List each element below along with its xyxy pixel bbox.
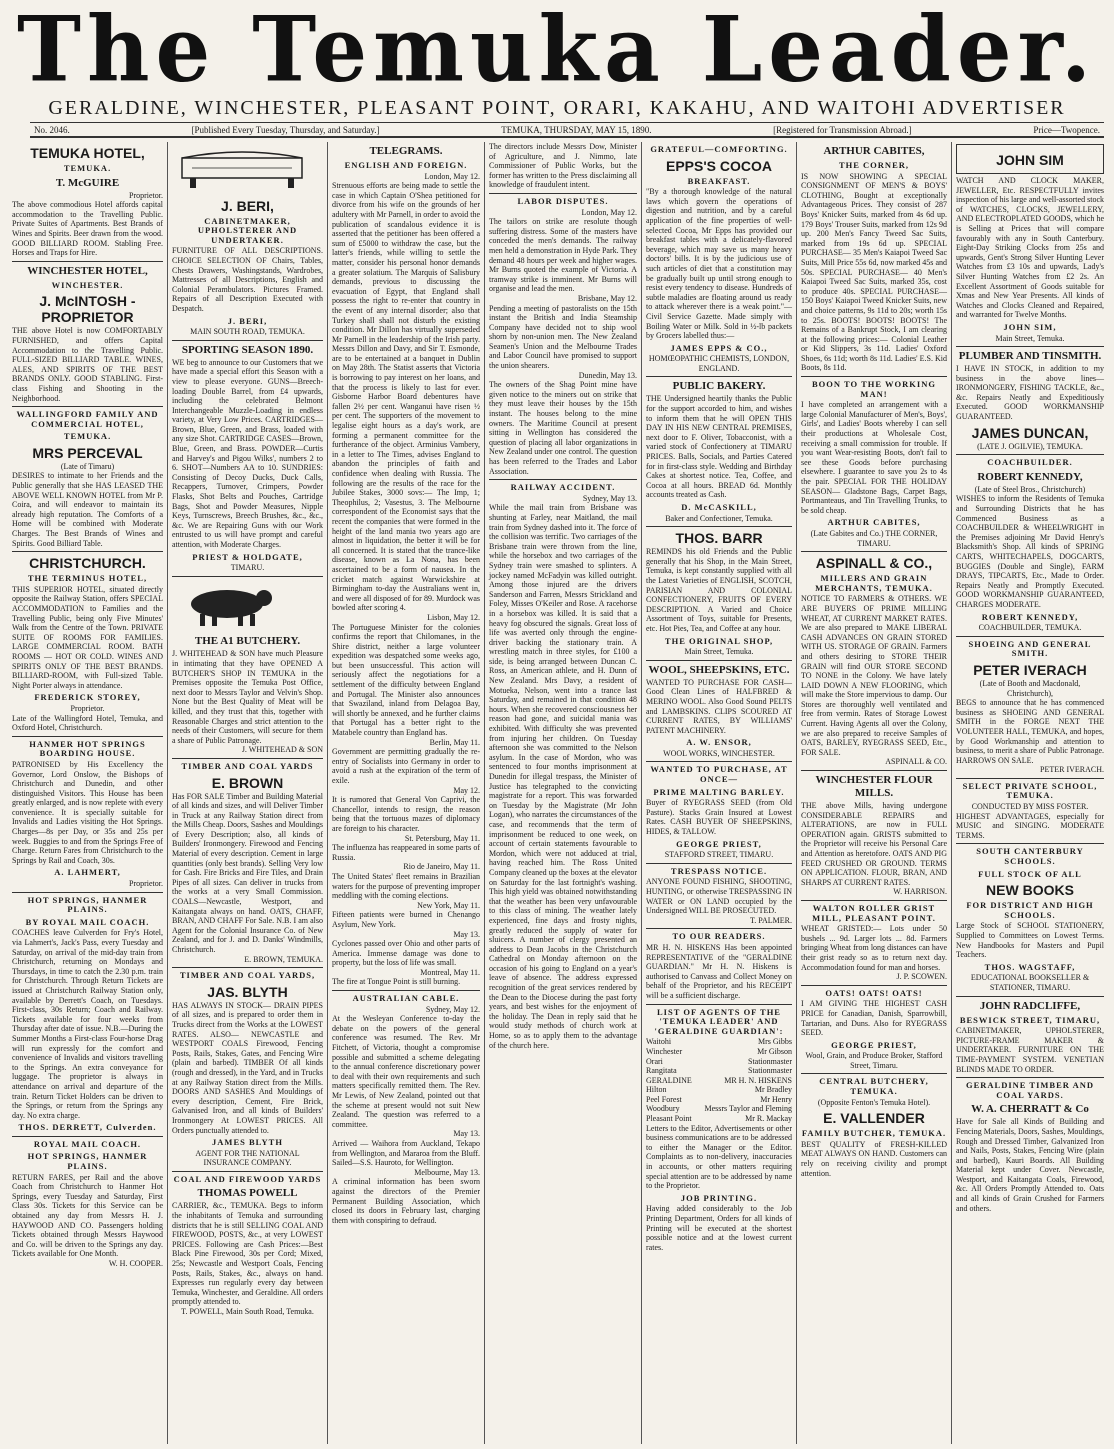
divider bbox=[646, 660, 792, 661]
signature: JOHN SIM, bbox=[1003, 321, 1057, 332]
signature: PRIEST & HOLDGATE, bbox=[192, 551, 303, 562]
merchant-name: E. VALLENDER bbox=[823, 1110, 925, 1127]
notice-body: Having added considerably to the Job Printing Department, Orders for all kinds of Printing will be executed at the shortest possible notice and at the lowest current rates. bbox=[646, 1204, 792, 1252]
heading: TEMUKA HOTEL, bbox=[30, 145, 145, 161]
divider bbox=[801, 1073, 947, 1074]
signature: W. HARRISON. bbox=[893, 887, 947, 897]
news-body: It is rumored that General Von Caprivi, the Chancellor, intends to resign, the reason being that the tortuous mazes of diplomacy are foreign to his character. bbox=[332, 795, 480, 833]
section-heading: AUSTRALIAN CABLE. bbox=[352, 993, 460, 1004]
signature-note: Baker and Confectioner, Temuka. bbox=[665, 513, 773, 523]
ad-body: Has FOR SALE Timber and Building Material of all kinds and sizes, and will Deliver Timber in Truck at any Railway Station direct from the Mills Cheap. Doors, Sashes and Mouldings of Every Description; also, all kinds of Builders' Ironmongery. Firewood and Fencing Material of every description. Cement in large quantities (only best brands). Selling Very low for Cash. Fire Bricks and Fire Tiles, and Drain Pipes of all sizes. Can deliver in trucks from the works at a very Small Commission. COALS—Newcastle, Westport, and Kaitangata always on hand. OATS, CHAFF, BRAN, AND CHAFF For Sale. N.B. I am also Agent for the Colonial Insurance Co. of New Zealand, and for J. and D. Danks' Windmills, Christchurch. bbox=[172, 791, 323, 954]
furniture-illustration bbox=[172, 144, 312, 190]
proprietor-note: (Late of Timaru) bbox=[60, 461, 115, 471]
news-body: Cyclones passed over Ohio and other parts of America. Immense damage was done to property, but the loss of life was small. bbox=[332, 939, 480, 968]
signature: T. PALMER. bbox=[749, 915, 792, 925]
subheading: MILLERS AND GRAIN MERCHANTS, TEMUKA. bbox=[815, 573, 933, 593]
agent-place: Waitohi bbox=[646, 1037, 672, 1047]
heading: HANMER HOT SPRINGS BOARDING HOUSE. bbox=[29, 738, 146, 759]
divider bbox=[801, 376, 947, 377]
dateline: Melbourne, May 13. bbox=[414, 1167, 480, 1177]
ad-body: Late of the Wallingford Hotel, Temuka, and Oxford Hotel, Christchurch. bbox=[12, 713, 163, 733]
heading: JOHN RADCLIFFE, bbox=[979, 999, 1081, 1012]
divider bbox=[801, 985, 947, 986]
signature-note: Main Street, Temuka. bbox=[995, 333, 1065, 343]
section-heading: RAILWAY ACCIDENT. bbox=[510, 482, 616, 493]
agent-name: Mr Bradley bbox=[754, 1085, 792, 1095]
heading: SHOEING AND GENERAL SMITH. bbox=[968, 638, 1092, 659]
proprietor-name: T. McGUIRE bbox=[55, 176, 120, 189]
subheading: BESWICK STREET, TIMARU, bbox=[959, 1014, 1101, 1025]
dateline: May 13. bbox=[453, 1129, 480, 1139]
ad-body: I have completed an arrangement with a large Colonial Manufacturer of Men's, Boys', Girls', and Ladies' Boots whereby I can sell their productions at Wholesale Cost, receiving a small commission for trouble. If you want Wear-resisting Boots, don't fail to see these Goods before purchasing elsewhere. I guarantee to save you 2s to 4s the pair. SPECIAL FOR THE HOLIDAY SEASON— Gladstone Bags, Carpet Bags, Portmanteaus, and Tin Travelling Trunks, to be sold cheap. bbox=[801, 400, 947, 515]
agent-place: Rangitata bbox=[646, 1066, 677, 1076]
ad-body: WATCH AND CLOCK MAKER, JEWELLER, Etc. RESPECTFULLY invites inspection of his large and well-assorted stock of WATCHES, CLOCKS, JEWELLERY, AND ELECTROPLATED GOODS, which he is Selling at Prices that will compare favourably with any in South Canterbury. Eight-Day Striking Clocks from 25s and upwards, Gent's Strong Silver Hunting Lever Watches from £3 10s and upwards, Lady's Silver Hunting Watches from £2 2s. An Excellent Assortment of Goods suitable for Xmas and New Year Presents. All kinds of Watches and Clocks Cleaned and Repaired, and warranted for Twelve Months. bbox=[956, 176, 1104, 320]
heading: WALTON ROLLER GRIST MILL, PLEASANT POINT. bbox=[812, 902, 936, 923]
signature: W. H. COOPER. bbox=[108, 1259, 163, 1268]
signature: JAMES EPPS & CO., bbox=[670, 342, 768, 353]
divider bbox=[646, 863, 792, 864]
merchant-name: E. BROWN bbox=[211, 774, 284, 791]
signature: PETER IVERACH. bbox=[1040, 765, 1104, 775]
divider bbox=[801, 770, 947, 771]
subheading: (Opposite Fenton's Temuka Hotel). bbox=[817, 1097, 931, 1107]
agent-place: Orari bbox=[646, 1056, 663, 1066]
column-6 bbox=[797, 142, 952, 1444]
heading: SPORTING SEASON 1890. bbox=[181, 343, 314, 356]
ad-body: REMINDS his old Friends and the Public generally that his Shop, in the Main Street, Temuka, is kept constantly supplied with all the Latest Varieties of ENGLISH, SCOTCH, PARISIAN AND COLONIAL CONFECTIONERY, FRUITS OF EVERY DESCRIPTION. A Varied and Choice Assortment of Toys, suitable for Presents, etc. Hot Pies, Tea, and Coffee at any hour. bbox=[646, 547, 792, 633]
subheading: FAMILY BUTCHER, TEMUKA. bbox=[801, 1128, 947, 1139]
news-body: Strenuous efforts are being made to settle the case in which Captain O'Shea petitioned for divorce from his wife on the grounds of her adultery with Mr Parnell, in order to avoid the publication of scandalous evidence it is asserted that the petitioner has been offered a sum of £5000 to withdraw the case, but the latter's friends, while willing to settle the matter, consider his personal honor demands a greater solatium. The Marquis of Salisbury demands, previous to discussing the evacuation of Egypt, that England shall possess the right to re-enter that country in the event of any internal disorder; also that Turkey shall shall not disturb the existing condition. Mr Dillon has virtually superseded Mr Parnell in the leadership of the Irish party. Messrs Dillon and Davy, and Sir T. Esmonde, are to be entertained at a banquet in Dublin on May 28th. The Statist asserts that Victoria is borrowing to pay interest on her loans, and that the process is likely to last for ever. Gisborne Harbor Board debentures have fallen 2½ per cent. Wanganui have risen ½ per cent. The supporters of the movement to legalise eight hours as a day's work, are forming a permanent committee for the furtherance of the object. Arminius Vambery, in a letter to The Times, advises England to abandon the principles of faith and confidence when dealing with Russia. The following are the results of the race for the Jubilee Stakes, 3000 sovs:— The Imp, 1; Theophilus, 2; Vasestus, 3. The Melbourne correspondent of the Economist says that the recent the companies that were formed in the height of the land mania two years ago are almost in liquidation, the better it will be for all concerned. It is stated that the trance-like disease, known as La Nona, has been ascertained to be a form of nausea. In the cricket match against Warwickshire at Birmingham to-day the Australians went in, and were all disposed of for 89. Murdock was bowled after scoring 4. bbox=[332, 181, 480, 613]
signature: J. WHITEHEAD & SON bbox=[241, 745, 323, 755]
divider bbox=[489, 479, 637, 480]
column-5 bbox=[642, 142, 797, 1444]
ad-body: FURNITURE OF ALL DESCRIPTIONS. CHOICE SELECTION OF Chairs, Tables, Chests Drawers, Washingstands, Wardrobes, Mattresses of all Descriptions, English and Colonial Perambulators. Pictures Framed. Repairs of all Description Executed with Despatch. bbox=[172, 246, 323, 313]
heading: CENTRAL BUTCHERY, TEMUKA. bbox=[819, 1076, 929, 1097]
divider bbox=[956, 778, 1104, 779]
heading: BOON TO THE WORKING MAN! bbox=[812, 379, 936, 399]
heading: EPPS'S COCOA bbox=[665, 157, 773, 174]
masthead bbox=[0, 0, 1114, 140]
dateline: London, May 12. bbox=[581, 207, 637, 217]
subheading: THE TERMINUS HOTEL, bbox=[27, 573, 148, 584]
heading: WOOL, SHEEPSKINS, ETC. bbox=[648, 663, 790, 676]
list-item bbox=[646, 1095, 792, 1105]
ad-body: HAS ALWAYS IN STOCK— DRAIN PIPES of all sizes, and is prepared to order them in Trucks direct from the Works at the LOWEST RATES. ALSO— NEWCASTLE and WESTPORT COALS Firewood, Fencing Posts, Rails, Stakes, Gates, and Fencing Wire (plain and barbed). TIMBER Of all kinds (rough and dressed), in the Yard, and in Trucks at any Railway Station direct from the Mills. DOORS AND SASHES And Mouldings of every description, Cement, Fire Brick, Galvanised Iron, and all kinds of Builders' Ironmongery At LOWEST PRICES. All Orders punctually attended to. bbox=[172, 1000, 323, 1135]
heading: SELECT PRIVATE SCHOOL, TEMUKA. bbox=[962, 780, 1098, 801]
list-item bbox=[646, 1085, 792, 1095]
ad-body: CARRIER, &c., TEMUKA. Begs to inform the inhabitants of Temuka and surrounding districts that he is still SELLING COAL AND FIREWOOD, POSTS, &c., at very LOWEST PRICES. Following are Cash Prices:—Best Black Pine Firewood, 30s per Cord; Mixed, 25s; Newcastle and Westport Coals, Fencing Posts, Rails, Stakes, &c., always on hand. Expresses run regularly every day between Temuka, Winchester, and Geraldine. All orders promptly attended to. bbox=[172, 1201, 323, 1307]
news-body: Fifteen patients were burned in Chenango Asylum, New York. bbox=[332, 910, 480, 929]
agent-name: Mr R. Mackay bbox=[745, 1114, 792, 1124]
signature-note: (LATE J. OGILVIE), TEMUKA. bbox=[977, 441, 1083, 451]
signature: J. P. SCOWEN. bbox=[896, 972, 947, 982]
ad-body: THE Undersigned heartily thanks the Public for the support accorded to him, and wishes to inform them that he will OPEN THIS DAY IN HIS NEW CENTRAL PREMISES, next door to F. Oliver, Tobacconist, with a varied stock of Confectionery at TIMARU PRICES. Balls, Socials, and Parties Catered for in first-class style. Wedding and Birthday Cakes at shortest notice. Tea, Coffee, and Cocoa at all hours. BREAD 6d. Monthly accounts treated as Cash. bbox=[646, 394, 792, 500]
ad-body: MR H. N. HISKENS Has been appointed REPRESENTATIVE of the "GERALDINE GUARDIAN." Mr H. N. Hiskens is authorised to Canvass and Collect Money on behalf of the Proprietor, and his RECEIPT will be a sufficient discharge. bbox=[646, 942, 792, 1000]
heading: HOT SPRINGS, HANMER PLAINS. bbox=[27, 894, 148, 915]
signature: J. BERI, bbox=[227, 315, 268, 326]
ad-body: WE beg to announce to our Customers that we have made a special effort this Season with a view to please everyone. GUNS—Breech-loading Double Barrel, from £4 upwards, including the celebrated Belmont Interchangeable Muzzle-Loading in endless variety, at Very Low Prices. CARTRIDGES—Brown, Blue, Green, and Brass, loaded with any size Shot. CARTRIDGE CASES—Brown, Blue, Green, and Brass. POWDER—Curtis and Harvey's and Pigou Wilks', numbers 2 to 6. SHOT—Numbers AA to 10. SUNDRIES: Consisting of Decoy Ducks, Duck Calls, Recappers, Turnover, Crimpers, Powder Flasks, Shot Belts and Pouches, Cartridge Bags, Shot and Powder Measures, Nipple Keys, Turnscrews, Breech Brushes, &c., &c., &c. We are Repairing Guns with our Work entrusted to us will have prompt and careful attention, with Moderate Charges. bbox=[172, 357, 323, 549]
ad-body: J. WHITEHEAD & SON have much Pleasure in intimating that they have OPENED A BUTCHER'S SHOP IN TEMUKA in the Premises opposite the Temuka Post Office, next door to Messrs Taylor and Velvin's Shop. None but the Best Quality of Meat will be killed, and they trust that this, together with Reasonable Charges and strict attention to the needs of their Customers, will secure for them a share of Public Patronage. bbox=[172, 649, 323, 745]
news-body: The fire at Tongue Point is still burning. bbox=[332, 977, 461, 987]
ad-body: The above commodious Hotel affords capital accommodation to the Travelling Public. Private Suites of Apartments. Best Brands of Wines and Spirits. Beer drawn from the wood. GOOD BILLIARD ROOM. Stabling Free. Horses and Traps for Hire. bbox=[12, 200, 163, 258]
heading: THOS. BARR bbox=[675, 530, 763, 547]
heading: PUBLIC BAKERY. bbox=[672, 380, 766, 393]
divider bbox=[12, 736, 163, 737]
section-heading: LABOR DISPUTES. bbox=[517, 195, 609, 206]
signature: THOS. DERRETT, Culverden. bbox=[18, 1122, 157, 1133]
heading: ARTHUR CABITES, bbox=[823, 145, 925, 157]
ad-body: THIS SUPERIOR HOTEL, situated directly opposite the Railway Station, offers SPECIAL ACCOMMODATION to Families and the Travelling Public, being only Five Minutes' Walk from the Centre of the Town. PRIVATE SUITE OF ROOMS FOR FAMILIES. LARGE COMMERCIAL ROOM. BATH ROOMS — HOT OR COLD. WINES AND SPIRITS ONLY OF THE BEST BRANDS. BILLIARD-ROOM, with Full-sized Table. Night Porter always in attendance. bbox=[12, 584, 163, 690]
heading: COACHBUILDER. bbox=[987, 457, 1073, 468]
signature-note: Wool, Grain, and Produce Broker, Stafford Street, Timaru. bbox=[805, 1051, 943, 1070]
registration-note: [Registered for Transmission Abroad.] bbox=[773, 124, 912, 135]
signature-note: EDUCATIONAL BOOKSELLER & STATIONER, TIMARU. bbox=[970, 973, 1090, 992]
heading: TO OUR READERS. bbox=[672, 931, 766, 942]
signature: D. McCASKILL, bbox=[681, 502, 757, 512]
ad-body: RETURN FARES, per Rail and the above Coach from Christchurch to Hanmer Hot Springs, every Tuesday and Saturday, First Class 30s. Tickets for this Service can be obtained any day from Messrs H. J. HAYWOOD AND CO. Passengers holding Tickets obtained through Messrs Haywood and Co. will be driven to the Springs any day. Tickets available for One Month. bbox=[12, 1172, 163, 1259]
subheading: BREAKFAST. bbox=[687, 175, 751, 186]
heading: LIST OF AGENTS OF THE 'TEMUKA LEADER' AND 'GERALDINE GUARDIAN': bbox=[654, 1006, 784, 1036]
divider bbox=[801, 551, 947, 552]
news-body: The tailors on strike are resolute though suffering distress. Some of the masters have conceded the men's demands. The railway men held a demonstration in Hyde Park. They demand 48 hours per week and higher wages. Mr Burns quoted the example of Victoria. A tramway strike is imminent. Mr Burns will organise and lead the men. bbox=[489, 217, 637, 294]
dateline: May 12. bbox=[453, 785, 480, 795]
list-item bbox=[646, 1057, 792, 1067]
heading: SOUTH CANTERBURY SCHOOLS. bbox=[976, 846, 1084, 867]
merchant-name: PETER IVERACH bbox=[973, 661, 1087, 678]
heading: WINCHESTER FLOUR MILLS. bbox=[815, 774, 933, 800]
proprietor-name: J. McINTOSH - PROPRIETOR bbox=[39, 293, 136, 326]
heading: WINCHESTER HOTEL, bbox=[27, 264, 148, 277]
signature: GEORGE PRIEST, bbox=[676, 838, 762, 849]
heading: PLUMBER AND TINSMITH. bbox=[958, 350, 1102, 363]
heading: THE A1 BUTCHERY. bbox=[194, 635, 301, 648]
heading: OATS! OATS! OATS! bbox=[825, 987, 923, 998]
signature-note: AGENT FOR THE NATIONAL INSURANCE COMPANY. bbox=[195, 1148, 300, 1168]
heading: WALLINGFORD FAMILY AND COMMERCIAL HOTEL, bbox=[16, 409, 159, 429]
signature: ASPINALL & CO. bbox=[885, 757, 947, 767]
dateline: Brisbane, May 12. bbox=[577, 293, 637, 303]
subheading: TEMUKA. bbox=[63, 163, 112, 173]
dateline: Dunedin, May 13. bbox=[578, 370, 637, 380]
section-subheading: ENGLISH AND FOREIGN. bbox=[344, 160, 468, 170]
ad-body: WISHES to inform the Residents of Temuka and Surrounding Districts that he has Commenced Business as a COACHBUILDER & WHEELWRIGHT in the Premises adjoining Mr David Henry's Blacksmith's Shop. All kinds of SPRING CARTS, WHITECHAPELS, DOGCARTS, BUGGIES (Double and Single), FARM DRAYS, TIPCARTS, Etc., Made to Order. Repairs Neatly and Promptly Executed. GOOD WORKMANSHIP GUARANTEED, CHARGES MODERATE. bbox=[956, 494, 1104, 609]
divider bbox=[12, 1136, 163, 1137]
dateline: Sydney, May 12. bbox=[425, 1004, 480, 1014]
divider bbox=[646, 1004, 792, 1005]
merchant-name: W. A. CHERRATT & Co bbox=[971, 1103, 1089, 1116]
signature-note: STAFFORD STREET, TIMARU. bbox=[664, 850, 774, 860]
publication-schedule: [Published Every Tuesday, Thursday, and Saturday.] bbox=[191, 124, 380, 135]
subheading: TEMUKA. bbox=[63, 431, 112, 442]
signature: THOS. WAGSTAFF, bbox=[984, 961, 1076, 972]
divider bbox=[956, 996, 1104, 997]
news-body: A criminal information has been sworn against the directors of the Premier Permanent Building Association, which closed its doors in February last, charging them with conspiring to defraud. bbox=[332, 1177, 480, 1225]
ad-body: DESIRES to intimate to her Friends and the Public generally that she HAS LEASED THE ABOVE WELL KNOWN HOTEL from Mr P. Coira, and will endeavor to maintain its already high reputation. The Comforts of a Home will be combined with Moderate Charges. The Best Brands of Wines and Spirits. Good Billiard Table. bbox=[12, 471, 163, 548]
subheading: CABINETMAKER, UPHOLSTERER AND UNDERTAKER. bbox=[197, 215, 298, 245]
divider bbox=[956, 636, 1104, 637]
divider bbox=[172, 1171, 323, 1172]
ad-body: CABINETMAKER, UPHOLSTERER, PICTURE-FRAME MAKER & UNDERTAKER. FURNITURE ON THE TIME-PAYMENT SYSTEM. VENETIAN BLINDS MADE TO ORDER. bbox=[956, 1026, 1104, 1074]
list-item bbox=[646, 1066, 792, 1076]
news-body: The influenza has reappeared in some parts of Russia. bbox=[332, 843, 480, 862]
ad-body: ANYONE FOUND FISHING, SHOOTING, HUNTING, or otherwise TRESPASSING IN WATER or ON LAND occupied by the Undersigned WILL BE PROSECUTED. bbox=[646, 877, 792, 916]
column-7 bbox=[952, 142, 1108, 1444]
ad-body: BEGS to announce that he has commenced business as SHOEING AND GENERAL SMITH in the FORGE NEXT THE VOLUNTEER HALL, TEMUKA, and hopes, by Good Workmanship and attention to business, to merit a share of Public Patronage. HARROWS ON SALE. bbox=[956, 698, 1104, 765]
heading: JOB PRINTING. bbox=[680, 1192, 758, 1203]
ad-body: Buyer of RYEGRASS SEED (from Old Pasture). Stacks Grain Insured at Lowest Rates. CASH BUYER OF SHEEPSKINS, HIDES, & TALLOW. bbox=[646, 798, 792, 837]
list-item bbox=[646, 1114, 792, 1124]
heading: NEW BOOKS bbox=[986, 882, 1074, 899]
divider bbox=[489, 193, 637, 194]
ad-body: IS NOW SHOWING A SPECIAL CONSIGNMENT OF MEN'S & BOYS' CLOTHING, Bought at exceptionally Advantageous Prices. They consist of 287 Boys' Knicker Suits, marked from 4s 6d up. 179 Boys' Trouser Suits, marked from 12s 9d up. 200 Men's Fancy Tweed Sac Suits, marked from 19s 6d up. SPECIAL PURCHASE— 35 Men's Kaiapoi Tweed Sac Suits, Mill Price 55s 6d, now marked 45s and 50s. SPECIAL PURCHASE— 40 Men's Kaiapoi Tweed Sac Suits, marked 35s, cost to produce 40s. SPECIAL PURCHASE— 150 Boys' Kaiapoi Tweed Knicker Suits, new and choice patterns, 9s 11d to 20s; worth 15s to 25s. BOOTS! BOOTS! BOOTS! The Remains of a Bankrupt Stock, I am clearing at the following prices:— Colonial Leather or Kid Slippers, 3s 11d. Ladies' Oxford Shoes, 6s 11d; worth 8s 11d. Ladies' E.S. Kid Boots, 8s 11d. bbox=[801, 171, 947, 373]
divider bbox=[332, 990, 480, 991]
newspaper-title: The Temuka Leader. bbox=[17, 0, 1097, 103]
ad-body: WHEAT GRISTED:— Lots under 50 bushels ... 9d. Larger lots ... 8d. Farmers bringing Wheat from long distances can have their grist ready so as to return next day. Accommodation found for man and horses. bbox=[801, 924, 947, 972]
agent-place: Peel Forest bbox=[646, 1094, 682, 1104]
divider bbox=[801, 900, 947, 901]
news-body: Pending a meeting of pastoralists on the 15th instant the British and India Steamship Company have decided not to ship wool shorn by non-union men. The New Zealand Seamen's Union and the Melbourne Trades and Labor Council have promised to support the union shearers. bbox=[489, 303, 637, 371]
news-body: Government are permitting gradually the re-entry of Socialists into Germany in order to avoid a rush at the expiration of the term of exile. bbox=[332, 747, 480, 785]
john-sim-box bbox=[956, 144, 1104, 174]
subheading: (Late of Booth and Macdonald, Christchurch), bbox=[979, 678, 1081, 698]
price: Price—Twopence. bbox=[1033, 124, 1100, 135]
subheading: FOR DISTRICT AND HIGH SCHOOLS. bbox=[966, 900, 1094, 920]
agent-place: Hilton bbox=[646, 1085, 667, 1095]
divider bbox=[12, 261, 163, 262]
heading: J. BERI, bbox=[221, 197, 274, 214]
list-item bbox=[646, 1104, 792, 1114]
news-body: The directors include Messrs Dow, Minister of Agriculture, and J. Nimmo, late Commissioner of Public Works, but the former has written to the Press disclaiming all knowledge of fraudulent intent. bbox=[489, 142, 637, 190]
signature-note: Main Street, Temuka. bbox=[684, 647, 754, 657]
proprietor-name: FREDERICK STOREY, bbox=[34, 692, 141, 703]
bull-illustration bbox=[172, 582, 282, 628]
agent-place: Pleasant Point bbox=[646, 1114, 692, 1124]
divider bbox=[956, 346, 1104, 347]
divider bbox=[12, 892, 163, 893]
list-item bbox=[646, 1037, 792, 1047]
signature: THE ORIGINAL SHOP, bbox=[664, 635, 774, 646]
agent-name: Stationmaster bbox=[748, 1066, 792, 1076]
divider bbox=[172, 576, 323, 577]
heading: TIMBER AND COAL YARDS bbox=[181, 760, 314, 771]
agent-name: Mr Henry bbox=[760, 1094, 792, 1104]
ad-body: COACHES leave Culverden for Fry's Hotel, via Lahmert's, Jack's Pass, every Tuesday and Saturday, on arrival of the mid-day train from Christchurch, returning on Mondays and Thursdays, in time to catch the 2.30 p.m. train for Christchurch. Through Return Tickets are issued at Christchurch Railway Station only, available by Derrett's Coach, on Tuesdays. First-class, 30s Return; Coach and Railway. Tickets available for four weeks from Thursday after date of issue. N.B.—During the Summer Months a First-class Four-horse Drag will run expressly for the comfort and convenience of Invalids and visitors travelling to the Springs. An extra conveyance for luggage. The proprietor is always in attendance on arrival and departure of the train. Return Ticket Holders can be driven to the Springs, or return from the Springs any day. No extra charge. bbox=[12, 928, 163, 1120]
divider bbox=[172, 340, 323, 341]
dateline: New York, May 11. bbox=[417, 900, 480, 910]
divider bbox=[12, 551, 163, 552]
divider bbox=[172, 967, 323, 968]
column-2 bbox=[168, 142, 328, 1444]
signature: A. W. ENSOR, bbox=[686, 737, 752, 748]
agent-name: Messrs Taylor and Fleming bbox=[704, 1104, 792, 1114]
ad-body: Large Stock of SCHOOL STATIONERY, Supplied to Committees on Lowest Terms. New Handbooks for Masters and Pupil Teachers. bbox=[956, 921, 1104, 960]
divider bbox=[646, 376, 792, 377]
merchant-name: JAS. BLYTH bbox=[207, 983, 288, 1000]
news-body: Arrived — Waihora from Auckland, Tekapo from Wellington, and Mararoa from the Bluff. Sailed—S.S. Hauroto, for Wellington. bbox=[332, 1138, 480, 1168]
list-item bbox=[646, 1076, 792, 1086]
agents-list bbox=[646, 1037, 792, 1123]
signature: E. BROWN, TEMUKA. bbox=[244, 954, 323, 964]
agent-name: Stationmaster bbox=[748, 1056, 792, 1066]
issue-date: TEMUKA, THURSDAY, MAY 15, 1890. bbox=[501, 124, 652, 135]
ad-body: I AM GIVING THE HIGHEST CASH PRICE for Canadian, Danish, Sparrowbill, Tartarian, and Duns. Also for RYEGRASS SEED. bbox=[801, 999, 947, 1038]
divider bbox=[956, 843, 1104, 844]
ad-body: BEST QUALITY of FRESH-KILLED MEAT ALWAYS ON HAND. Customers can rely on receiving civility and prompt attention. bbox=[801, 1139, 947, 1178]
dateline: Montreal, May 11. bbox=[420, 967, 480, 977]
heading: CHRISTCHURCH. bbox=[29, 555, 146, 572]
column-3 bbox=[328, 142, 485, 1444]
signature: JAMES BLYTH bbox=[212, 1137, 283, 1148]
merchant-name: JAMES DUNCAN, bbox=[971, 424, 1089, 441]
ad-body: HIGHEST ADVANTAGES, especially for MUSIC and SINGING. MODERATE TERMS. bbox=[956, 811, 1104, 840]
heading: ASPINALL & CO., bbox=[815, 555, 933, 572]
signature: ROBERT KENNEDY, bbox=[981, 611, 1079, 622]
subheading: CONDUCTED BY MISS FOSTER. bbox=[971, 802, 1089, 812]
ad-body: NOTICE TO FARMERS & OTHERS. WE ARE BUYERS OF PRIME MILLING WHEAT, AT CURRENT MARKET RATES. We are also prepared to MAKE LIBERAL CASH ADVANCES ON GRAIN STORED WITH US. STORAGE OF GRAIN. Farmers and others desiring to STORE THEIR GRAIN will find OUR STORE SECOND TO NONE in the Colony. We have lately LAID DOWN A NEW FLOORING, which will make the Store impervious to damp. Our Stores are thoroughly well ventilated and free from vermin. Rates of Storage Lowest Current. Having Agents all over the Colony, we are also prepared to receive Samples of OATS, BARLEY, RYEGRASS SEED, Etc., FOR SALE. bbox=[801, 594, 947, 757]
heading: TRESPASS NOTICE. bbox=[670, 865, 768, 876]
subheading: BY ROYAL MAIL COACH. bbox=[25, 916, 150, 927]
divider bbox=[172, 758, 323, 759]
news-body: The owners of the Shag Point mine have given notice to the miners out on strike that they must leave their houses by the 15th instant. The houses belong to the mine owners. The Maritime Council at present sitting in Wellington has considered the question of placing all labor organizations in New Zealand under one control. The question has been referred to the Trades and Labor Association. bbox=[489, 380, 637, 476]
signature: GEORGE PRIEST, bbox=[831, 1039, 917, 1050]
columns bbox=[8, 142, 1108, 1444]
dateline bbox=[30, 122, 1104, 138]
divider bbox=[646, 526, 792, 527]
heading: GERALDINE TIMBER AND COAL YARDS. bbox=[965, 1080, 1094, 1100]
signature: T. POWELL, Main South Road, Temuka. bbox=[181, 1307, 314, 1316]
signature: ARTHUR CABITES, bbox=[827, 517, 921, 528]
kicker: GRATEFUL—COMFORTING. bbox=[650, 144, 788, 154]
ad-body: I HAVE IN STOCK, in addition to my business in the above lines— IRONMONGERY, FISHING TACKLE, &c., &c. Repairs Neatly and Expeditiously Executed. GOOD WORKMANSHIP GUARANTEED. bbox=[956, 364, 1104, 422]
ad-body: THE above Hotel is now COMFORTABLY FURNISHED, and offers Capital Accommodation to the Travelling Public. FULL-SIZED BILLIARD TABLE. WINES, ALES, AND SPIRITS OF THE BEST BRANDS ONLY. GOOD STABLING. First-class Fishing and Shooting in the Neighborhood. bbox=[12, 326, 163, 403]
proprietor-title: Proprietor. bbox=[129, 190, 163, 200]
ad-body: WANTED TO PURCHASE FOR CASH—Good Clean Lines of HALFBRED & MERINO WOOL. Also Good Sound PELTS and LAMBSKINS. CLIPS SCOURED AT CURRENT RATES, BY WILLIAMS' PATENT MACHINERY. bbox=[646, 677, 792, 735]
subheading: HOT SPRINGS, HANMER PLAINS. bbox=[27, 1151, 148, 1172]
newspaper-subtitle: GERALDINE, WINCHESTER, PLEASANT POINT, ORARI, KAKAHU, AND WAITOHI ADVERTISER bbox=[48, 97, 1066, 119]
proprietor-title: Proprietor. bbox=[70, 703, 105, 713]
heading: TIMBER AND COAL YARDS, bbox=[179, 970, 316, 981]
agent-place: GERALDINE bbox=[646, 1075, 692, 1085]
heading: JOHN SIM bbox=[996, 152, 1064, 168]
divider bbox=[646, 928, 792, 929]
divider bbox=[646, 761, 792, 762]
divider bbox=[956, 1077, 1104, 1078]
ad-body: "By a thorough knowledge of the natural laws which govern the operations of digestion and nutrition, and by a careful application of the fine properties of well-selected Cocoa, Mr Epps has provided our breakfast tables with a delicately-flavored beverage, which may save us many heavy doctors' bills. It is by the judicious use of such articles of diet that a constitution may be gradually built up until strong enough to resist every tendency to disease. Hundreds of subtle maladies are floating around us ready to attack wherever there is a weak point."—Civil Service Gazette. Made simply with Boiling Water or Milk. Sold in ½-lb packets by Grocers labelled thus:— bbox=[646, 187, 792, 341]
signature-note: COACHBUILDER, TEMUKA. bbox=[978, 623, 1082, 633]
dateline: St. Petersburg, May 11. bbox=[404, 833, 480, 843]
subheading: WINCHESTER. bbox=[51, 279, 124, 290]
issue-number: No. 2046. bbox=[34, 124, 70, 135]
news-body: At the Wesleyan Conference to-day the debate on the powers of the general conference was resumed. The Rev. Mr Fitchett, of Victoria, thought a compromise possible and submitted a scheme delegating to the annual conference discretionary power to deal with their own requirements and such matters specifically remitted them. The Rev. Mr Lewis, of New Zealand, pointed out that the scheme at present would not suit New Zealand. The question was referred to a committee. bbox=[332, 1014, 480, 1129]
heading: ROYAL MAIL COACH. bbox=[33, 1138, 142, 1149]
subheading: PRIME MALTING BARLEY. bbox=[653, 786, 785, 797]
signature-address: MAIN SOUTH ROAD, TEMUKA. bbox=[190, 327, 305, 337]
agent-name: MR H. N. HISKENS bbox=[724, 1075, 792, 1085]
news-body: The Portuguese Minister for the colonies confirms the report that Chilomanes, in the Shire district, neither a large volunteer expedition was despatched some weeks ago, but been unsuccessful. This action will seriously affect the negotiations for a settlement of the difficulty between England and Portugal. The Minister also announces that Swaziland, inland from Delagoa Bay, will shortly be annexed, and he further claims that Portugal has a better right to the Matabele country than England has. bbox=[332, 622, 480, 738]
column-1 bbox=[8, 142, 168, 1444]
heading: COAL AND FIREWOOD YARDS bbox=[173, 1173, 322, 1184]
dateline: Berlin, May 11. bbox=[429, 737, 480, 747]
proprietor-title: Proprietor. bbox=[129, 879, 163, 889]
divider bbox=[12, 406, 163, 407]
dateline: Lisbon, May 12. bbox=[427, 612, 480, 622]
agent-place: Winchester bbox=[646, 1046, 683, 1056]
news-body: The United States' fleet remains in Brazilian waters for the purpose of preventing improper meddling with the coming elections. bbox=[332, 871, 480, 901]
dateline: Rio de Janeiro, May 11. bbox=[403, 862, 480, 872]
signature-address: TIMARU. bbox=[230, 563, 265, 573]
ad-body: PATRONISED by His Excellency the Governor, Lord Onslow, the Bishops of Christchurch and Dunedin, and other distinguished Visitors. This House has been greatly enlarged, and is now replete with every convenience. It is specially suitable for Invalids and Ladies visiting the Hot Springs. Charges—8s per Day, or 35s and 25s per week. Buggies to and from the Springs Free of Charge. Return Fares from Christchurch to the Springs by Rail and Coach, 30s. bbox=[12, 759, 163, 865]
subheading: FULL STOCK OF ALL bbox=[978, 868, 1082, 879]
notice-body: Letters to the Editor, Advertisements or other business communications are to be addressed to either the Manager or the Editor. Complaints as to non-delivery, inaccuracies in accounts, or other matters requiring special attention are to be addressed by name to the Proprietor. bbox=[646, 1123, 792, 1191]
proprietor-name: A. LAHMERT, bbox=[54, 867, 121, 878]
subheading: (Late of Steel Bros., Christchurch) bbox=[974, 484, 1086, 494]
column-4 bbox=[485, 142, 642, 1444]
merchant-name: THOMAS POWELL bbox=[197, 1187, 298, 1200]
merchant-name: ROBERT KENNEDY, bbox=[977, 470, 1083, 483]
ad-body: THE above Mills, having undergone CONSIDERABLE REPAIRS and ALTERATIONS, are now in FULL OPERATION again. GRISTS submitted to the Proprietor will receive his Personal Care and Attention as heretofore. OATS AND PIG FEED CRUSHED OR GROUND. TERMS ON APPLICATION. FLOUR, BRAN, AND SHARPS AT CURRENT RATES. bbox=[801, 801, 947, 887]
signature-note: HOMŒOPATHIC CHEMISTS, LONDON, ENGLAND. bbox=[648, 354, 790, 373]
dateline: May 13. bbox=[453, 929, 480, 939]
news-body: While the mail train from Brisbane was shunting at Farley, near Maitland, the mail train from Sydney dashed into it. The force of the collision was terrific. Two carriages of the Brisbane train were thrown from the line, while the horsebox and two carriages of the Sydney train were smashed to splinters. A jockey named McFadyin was killed outright. Among those injured are the drivers Sanderson and Farren, Messrs Strickland and Foley, Misses O'Keiler and Rose. A racehorse in a horsebox was killed. It is said that a heavy fog obscured the signals. Great loss of life was averted only through the engine-driver backing the stationary train. A wrestling match in three styles, for £100 a side, is being arranged between Duncan C. Ross, an American athlete, and H. Dunn of New Zealand. Mrs Davy, a resident of Motueka, Nelson, went into a trance last Saturday, and remained in that condition 48 hours. When she recovered consciousness her reason had gone, and suicidal mania was exhibited. With difficulty she was prevented from injuring her children. On Tuesday afternoon she was committed to the Nelson asylum. In the case of Mordon, who was sentenced to four months imprisonment at Dunedin for illegal trespass, the Minister of Justice has telegraphed to the convicting magistrate for a report. This was forwarded on Tuesday by the Magistrate (Mr John Logan), who narrates the circumstances of the case, and recommends that the term of imprisonment be reduced to one week, on account of certain statements favourable to Mordon, which were not adduced at trial, having reached him. The Ross United Company cleaned up the boxes at the elevator on Saturday for the last fortnight's washing. This high yield was obtained notwithstanding that the weather has been very unfavourable to this class of mining. The weather lately experienced, fine days and frosty nights, greatly reduced the supply of water for sluicers. A number of clergy presented an address to Dean Jacobs in the Christchurch Cathedral on Monday afternoon on the occasion of his going to England on a year's leave of absence. The address expressed recognition of the great services rendered by the Dean to the Diocese during the past forty years, and best wishes for the enjoyment of the holiday. The Dean in reply said that he would study methods of church work at Home, so as to apply them to the advantage of the church here. bbox=[489, 503, 637, 1050]
heading: WANTED TO PURCHASE, AT ONCE— bbox=[650, 764, 788, 785]
divider bbox=[956, 454, 1104, 455]
subheading: THE CORNER, bbox=[838, 160, 910, 170]
agent-name: Mrs Gibbs bbox=[757, 1037, 792, 1047]
section-heading: TELEGRAMS. bbox=[369, 145, 443, 157]
agent-name: Mr Gibson bbox=[757, 1046, 792, 1056]
list-item bbox=[646, 1047, 792, 1057]
agent-place: Woodbury bbox=[646, 1104, 680, 1114]
dateline: London, May 12. bbox=[424, 171, 480, 181]
ad-body: Have for Sale all Kinds of Building and Fencing Materials, Doors, Sashes, Mouldings, Rough and Dressed Timber, Galvanized Iron and Nails, Posts, Stakes, Fencing Wire (plain and barbed), Kauri Boards. All Building Material kept under Cover. Newcastle, Westport, and Kaitangata Coals, Firewood, &c. All Orders Promptly Attended to. Oats and all kinds of Grain Crushed for Farmers and others. bbox=[956, 1117, 1104, 1213]
dateline: Sydney, May 13. bbox=[582, 493, 637, 503]
signature-note: (Late Gabites and Co.) THE CORNER, TIMARU. bbox=[810, 528, 938, 548]
proprietor-name: MRS PERCEVAL bbox=[32, 444, 143, 461]
signature-note: WOOL WORKS, WINCHESTER. bbox=[663, 748, 775, 758]
